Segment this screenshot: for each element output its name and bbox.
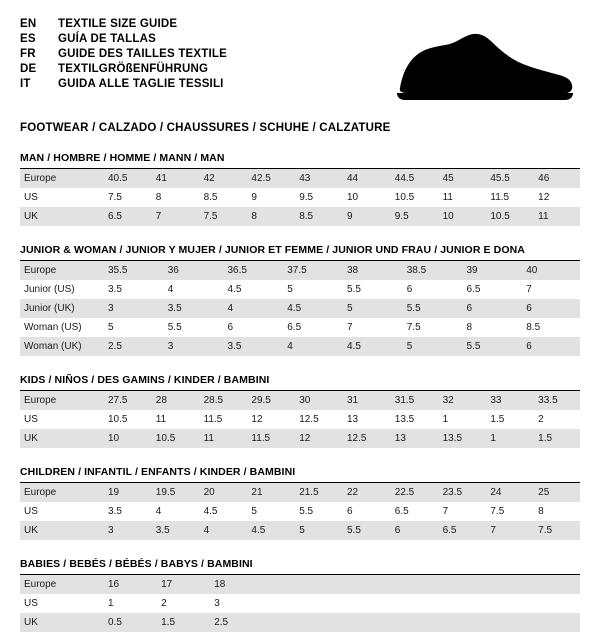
row-label: Woman (UK)	[20, 337, 102, 356]
size-block-man	[20, 152, 580, 226]
cell: 10	[346, 192, 359, 203]
cell: 1	[484, 429, 532, 448]
language-row	[20, 16, 227, 31]
cell: 38.5	[401, 261, 461, 280]
table-row	[20, 337, 580, 356]
language-title: GUÍA DE TALLAS	[58, 32, 156, 45]
size-block-children	[20, 466, 580, 540]
cell: 40.5	[102, 169, 150, 188]
cell: 43	[293, 169, 341, 188]
size-table	[20, 483, 580, 540]
cell	[261, 575, 314, 594]
row-label: UK	[20, 613, 102, 632]
cell	[261, 594, 314, 613]
cell: 5	[401, 337, 461, 356]
cell: 13.5	[394, 414, 415, 425]
cell: 5.5	[341, 521, 389, 540]
table-row	[20, 483, 580, 502]
cell: 10	[102, 429, 150, 448]
cell	[368, 594, 421, 613]
cell: 6.5	[394, 506, 409, 517]
cell: 3.5	[108, 284, 122, 295]
cell: 8	[245, 207, 293, 226]
row-label: UK	[20, 521, 102, 540]
size-block-babies	[20, 558, 580, 632]
cell: 4	[155, 506, 162, 517]
table-row	[20, 299, 580, 318]
cell: 39	[461, 261, 521, 280]
cell	[527, 594, 580, 613]
cell: 4.5	[245, 521, 293, 540]
table-row	[20, 410, 580, 429]
row-label: Europe	[20, 391, 102, 410]
cell	[421, 613, 474, 632]
cell: 5	[251, 506, 257, 517]
table-row	[20, 261, 580, 280]
cell: 2.5	[102, 337, 162, 356]
cell: 5.5	[461, 337, 521, 356]
cell: 6	[520, 337, 580, 356]
cell	[474, 575, 527, 594]
cell: 19.5	[150, 483, 198, 502]
cell: 11.5	[203, 414, 223, 425]
row-label: Junior (UK)	[20, 299, 102, 318]
cell: 8.5	[293, 207, 341, 226]
cell: 4	[222, 299, 282, 318]
table-row	[20, 502, 580, 521]
size-table	[20, 575, 580, 632]
cell: 2	[161, 598, 167, 609]
row-label: Europe	[20, 169, 102, 188]
cell: 12.5	[299, 414, 319, 425]
block-title: CHILDREN / INFANTIL / ENFANTS / KINDER / BAMBINI	[20, 466, 580, 483]
cell: 12.5	[341, 429, 389, 448]
cell: 24	[484, 483, 532, 502]
cell: 4	[281, 337, 341, 356]
cell: 3	[102, 521, 150, 540]
cell: 3.5	[150, 521, 198, 540]
language-code: ES	[20, 32, 36, 45]
cell: 5.5	[167, 322, 182, 333]
size-table	[20, 391, 580, 448]
row-label: Europe	[20, 261, 102, 280]
cell	[314, 594, 367, 613]
language-title-list	[20, 16, 227, 91]
table-row	[20, 575, 580, 594]
cell: 4	[198, 521, 246, 540]
cell: 35.5	[102, 261, 162, 280]
page-title: FOOTWEAR / CALZADO / CHAUSSURES / SCHUHE / CALZATURE	[20, 122, 391, 134]
block-title: JUNIOR & WOMAN / JUNIOR Y MUJER / JUNIOR ET FEMME / JUNIOR UND FRAU / JUNIOR E DONA	[20, 244, 580, 261]
block-title: MAN / HOMBRE / HOMME / MANN / MAN	[20, 152, 580, 169]
cell	[527, 575, 580, 594]
cell: 5	[287, 284, 293, 295]
cell: 10.5	[108, 414, 128, 425]
cell: 21.5	[293, 483, 341, 502]
size-block-junior-woman	[20, 244, 580, 356]
cell: 7.5	[198, 207, 246, 226]
cell: 6.5	[102, 207, 150, 226]
cell: 7.5	[532, 521, 580, 540]
cell: 7	[442, 506, 449, 517]
table-row	[20, 280, 580, 299]
cell: 33	[484, 391, 532, 410]
cell: 6	[461, 299, 521, 318]
cell: 28.5	[198, 391, 246, 410]
cell	[368, 575, 421, 594]
table-row	[20, 594, 580, 613]
cell: 1	[108, 598, 114, 609]
cell: 1.5	[490, 414, 505, 425]
cell	[421, 575, 474, 594]
cell: 7.5	[108, 192, 122, 203]
language-row	[20, 76, 227, 91]
table-row	[20, 169, 580, 188]
language-code: IT	[20, 77, 31, 90]
cell: 9.5	[299, 192, 314, 203]
size-table	[20, 261, 580, 356]
cell: 6	[389, 521, 437, 540]
cell: 16	[102, 575, 155, 594]
cell: 7.5	[490, 506, 505, 517]
row-label: US	[24, 192, 38, 203]
cell: 6	[520, 299, 580, 318]
block-title: KIDS / NIÑOS / DES GAMINS / KINDER / BAMBINI	[20, 374, 580, 391]
cell: 11.5	[245, 429, 293, 448]
cell: 44	[341, 169, 389, 188]
cell: 7	[150, 207, 198, 226]
cell: 6	[346, 506, 353, 517]
page-header	[20, 16, 580, 108]
language-row	[20, 46, 227, 61]
cell: 11.5	[490, 192, 510, 203]
cell: 7.5	[406, 322, 421, 333]
cell: 42.5	[245, 169, 293, 188]
cell: 10.5	[150, 429, 198, 448]
language-title: TEXTILGRÖßENFÜHRUNG	[58, 62, 209, 75]
cell: 37.5	[281, 261, 341, 280]
cell: 4.5	[281, 299, 341, 318]
cell: 5	[108, 322, 114, 333]
cell: 5.5	[401, 299, 461, 318]
block-title: BABIES / BEBÉS / BÉBÉS / BABYS / BAMBINI	[20, 558, 580, 575]
cell: 7	[347, 322, 353, 333]
cell: 45.5	[484, 169, 532, 188]
cell: 18	[208, 575, 261, 594]
table-row	[20, 188, 580, 207]
cell: 12	[293, 429, 341, 448]
cell: 6	[227, 322, 234, 333]
cell: 3.5	[222, 337, 282, 356]
size-block-kids	[20, 374, 580, 448]
cell: 3	[102, 299, 162, 318]
cell: 6.5	[287, 322, 302, 333]
cell	[261, 613, 314, 632]
cell: 5	[293, 521, 341, 540]
cell: 42	[198, 169, 246, 188]
cell: 40	[520, 261, 580, 280]
cell: 20	[198, 483, 246, 502]
cell: 11	[155, 414, 167, 425]
row-label: Junior (US)	[24, 284, 75, 295]
language-title: GUIDE DES TAILLES TEXTILE	[58, 47, 227, 60]
cell	[474, 613, 527, 632]
language-code: DE	[20, 62, 37, 75]
table-row	[20, 207, 580, 226]
language-row	[20, 31, 227, 46]
cell	[314, 575, 367, 594]
cell: 22.5	[389, 483, 437, 502]
cell: 23.5	[437, 483, 485, 502]
cell: 30	[293, 391, 341, 410]
cell: 45	[437, 169, 485, 188]
cell: 31	[341, 391, 389, 410]
cell: 25	[532, 483, 580, 502]
row-label: US	[24, 598, 38, 609]
cell: 32	[437, 391, 485, 410]
cell: 10.5	[484, 207, 532, 226]
cell: 17	[155, 575, 208, 594]
row-label: Europe	[20, 575, 102, 594]
cell: 8.5	[203, 192, 218, 203]
cell: 13.5	[437, 429, 485, 448]
row-label: Woman (US)	[24, 322, 82, 333]
cell: 7	[526, 284, 532, 295]
cell: 8	[466, 322, 473, 333]
cell: 4.5	[227, 284, 242, 295]
language-row	[20, 61, 227, 76]
cell: 4.5	[341, 337, 401, 356]
cell: 12	[251, 414, 263, 425]
cell: 3.5	[108, 506, 122, 517]
cell: 6.5	[466, 284, 481, 295]
cell: 6	[406, 284, 413, 295]
cell: 7	[484, 521, 532, 540]
cell: 33.5	[532, 391, 580, 410]
cell: 12	[538, 192, 550, 203]
language-code: EN	[20, 17, 37, 30]
cell: 3	[214, 598, 220, 609]
language-title: GUIDA ALLE TAGLIE TESSILI	[58, 77, 224, 90]
cell: 2	[538, 414, 544, 425]
cell: 1.5	[155, 613, 208, 632]
cell: 22	[341, 483, 389, 502]
cell: 10.5	[394, 192, 415, 203]
cell: 9.5	[389, 207, 437, 226]
dress-shoe-icon	[389, 30, 574, 108]
cell: 4.5	[203, 506, 218, 517]
cell: 13	[389, 429, 437, 448]
cell: 6.5	[437, 521, 485, 540]
table-row	[20, 429, 580, 448]
row-label: UK	[20, 207, 102, 226]
table-row	[20, 318, 580, 337]
cell: 8	[538, 506, 544, 517]
cell: 8.5	[526, 322, 541, 333]
cell: 41	[150, 169, 198, 188]
language-code: FR	[20, 47, 36, 60]
cell: 4	[167, 284, 174, 295]
cell: 1.5	[532, 429, 580, 448]
cell: 38	[341, 261, 401, 280]
cell: 0.5	[102, 613, 155, 632]
cell: 28	[150, 391, 198, 410]
cell: 29.5	[245, 391, 293, 410]
cell: 11	[198, 429, 246, 448]
cell: 44.5	[389, 169, 437, 188]
cell: 5.5	[299, 506, 314, 517]
cell	[421, 594, 474, 613]
cell: 5	[341, 299, 401, 318]
row-label: US	[24, 506, 38, 517]
row-label: Europe	[20, 483, 102, 502]
cell: 1	[442, 414, 449, 425]
cell: 9	[341, 207, 389, 226]
row-label: UK	[20, 429, 102, 448]
language-title: TEXTILE SIZE GUIDE	[58, 17, 178, 30]
cell: 2.5	[208, 613, 261, 632]
cell: 21	[245, 483, 293, 502]
cell: 46	[532, 169, 580, 188]
cell: 10	[437, 207, 485, 226]
size-table	[20, 169, 580, 226]
cell: 36	[162, 261, 222, 280]
cell: 3	[162, 337, 222, 356]
table-row	[20, 521, 580, 540]
cell: 13	[346, 414, 359, 425]
table-row	[20, 613, 580, 632]
cell: 11	[442, 192, 453, 203]
cell	[368, 613, 421, 632]
cell: 8	[155, 192, 162, 203]
cell: 36.5	[222, 261, 282, 280]
cell	[314, 613, 367, 632]
cell: 9	[251, 192, 257, 203]
cell: 11	[532, 207, 580, 226]
cell: 27.5	[102, 391, 150, 410]
table-row	[20, 391, 580, 410]
cell: 3.5	[162, 299, 222, 318]
cell	[527, 613, 580, 632]
cell: 5.5	[347, 284, 361, 295]
cell: 19	[102, 483, 150, 502]
cell: 31.5	[389, 391, 437, 410]
row-label: US	[24, 414, 38, 425]
cell	[474, 594, 527, 613]
